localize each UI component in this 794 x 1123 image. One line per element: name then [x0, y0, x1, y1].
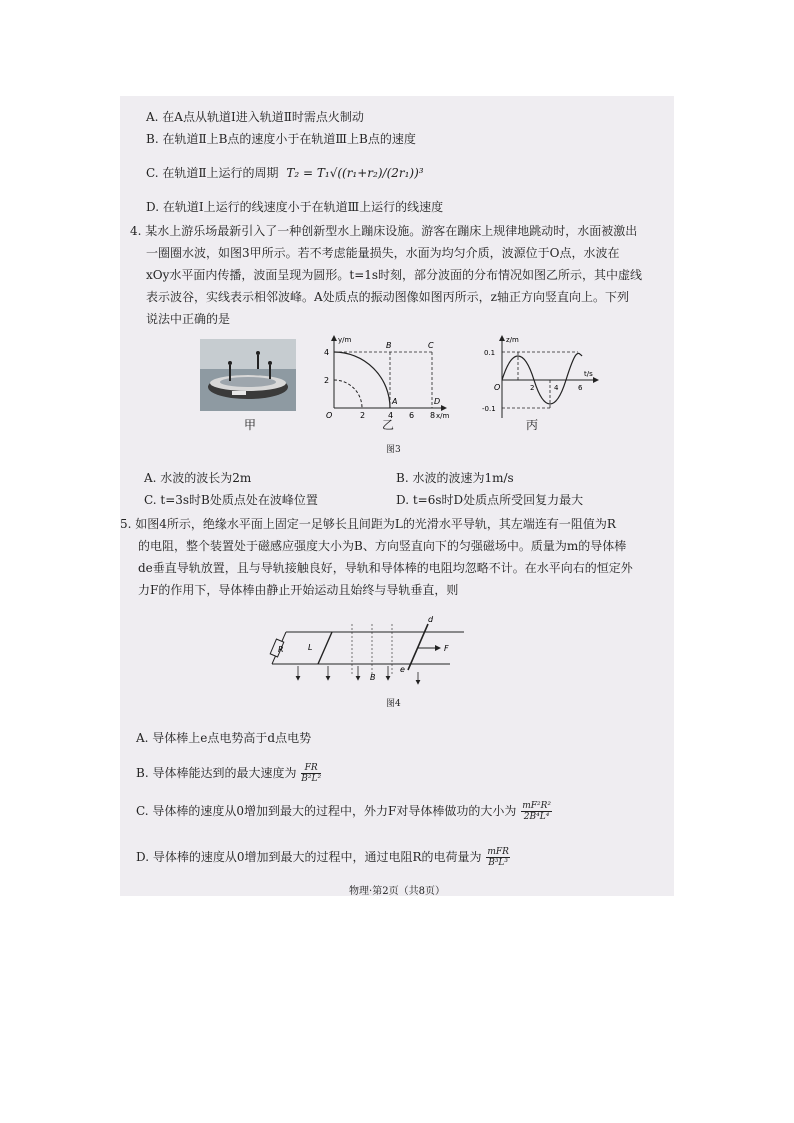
q5-stem-line-1: 5. 如图4所示，绝缘水平面上固定一足够长且间距为L的光滑水平导轨，其左端连有一阻值为R [120, 517, 616, 531]
figure-3-label-yi: 乙 [382, 418, 395, 432]
trampoline-photo-drawing [200, 339, 296, 411]
q3-option-c-formula: T₂ = T₁√((r₁+r₂)/(2r₁))³ [286, 166, 424, 180]
rail-circuit-diagram [268, 610, 468, 690]
graph-bing-x-axis-label: t/s [584, 370, 593, 378]
graph-yi-point-d: D [434, 397, 441, 406]
q4-stem-line-4: 表示波谷，实线表示相邻波峰。A处质点的振动图像如图丙所示，z轴正方向竖直向上。下列 [146, 290, 629, 304]
q3-option-c-text: C. 在轨道Ⅱ上运行的周期 [146, 166, 279, 180]
figure-3-label-jia: 甲 [244, 418, 257, 432]
diagram-label-d: d [428, 615, 434, 624]
q4-stem-line-3: xOy水平面内传播，波面呈现为圆形。t=1s时刻，部分波面的分布情况如图乙所示，其中虚线 [146, 268, 643, 282]
q4-option-c: C. t=3s时B处质点处在波峰位置 [144, 493, 318, 507]
wavefront-graph [318, 332, 450, 422]
q5-option-d-text: D. 导体棒的速度从0增加到最大的过程中，通过电阻R的电荷量为 [136, 850, 482, 864]
q5-option-c [136, 798, 553, 824]
graph-bing-y-axis-label: z/m [506, 336, 519, 344]
q5-option-d-fraction [486, 847, 510, 868]
q5-option-b-text: B. 导体棒能达到的最大速度为 [136, 766, 297, 780]
fraction-denominator: 2B⁴L⁴ [523, 812, 550, 822]
diagram-label-f: F [444, 644, 449, 653]
fraction-denominator: B³L³ [488, 858, 509, 868]
graph-yi-x-tick: 2 [360, 411, 366, 420]
figure-4-caption: 图4 [386, 699, 401, 709]
q4-stem-line-1: 4. 某水上游乐场最新引入了一种创新型水上蹦床设施。游客在蹦床上规律地跳动时，水面被激出 [130, 224, 638, 238]
q5-option-d [136, 844, 511, 870]
q4-stem-line-5: 说法中正确的是 [146, 312, 231, 326]
figure-3-label-bing: 丙 [526, 418, 539, 432]
q3-option-c [146, 165, 424, 181]
graph-yi-origin: O [326, 411, 333, 420]
fraction-numerator: FR [301, 763, 321, 774]
q4-option-b: B. 水波的波速为1m/s [396, 471, 514, 485]
graph-yi-y-tick: 4 [324, 348, 330, 357]
graph-bing-origin: O [494, 383, 501, 392]
diagram-label-l: L [308, 643, 313, 652]
q5-stem-line-3: de垂直导轨放置，且与导轨接触良好，导轨和导体棒的电阻均忽略不计。在水平向右的恒定外 [138, 561, 633, 575]
q5-option-b-fraction [301, 763, 321, 784]
q3-option-a: A. 在A点从轨道Ⅰ进入轨道Ⅱ时需点火制动 [146, 110, 364, 124]
graph-yi-x-tick: 4 [388, 411, 394, 420]
graph-yi-point-b: B [386, 341, 392, 350]
q5-option-c-text: C. 导体棒的速度从0增加到最大的过程中，外力F对导体棒做功的大小为 [136, 804, 517, 818]
graph-yi-y-tick-2: 2 [324, 376, 330, 385]
diagram-label-e: e [400, 665, 405, 674]
q4-option-a: A. 水波的波长为2m [144, 471, 252, 485]
exam-page [120, 96, 674, 896]
graph-bing-x-tick: 2 [530, 384, 535, 392]
graph-yi-x-tick: 8 [430, 411, 436, 420]
q3-option-d: D. 在轨道Ⅰ上运行的线速度小于在轨道Ⅲ上运行的线速度 [146, 200, 444, 214]
q4-option-d: D. t=6s时D处质点所受回复力最大 [396, 493, 584, 507]
q5-option-b [136, 760, 322, 786]
diagram-label-b: B [370, 673, 376, 682]
q4-stem-line-2: 一圈圈水波，如图3甲所示。若不考虑能量损失，水面为均匀介质，波源位于O点，水波在 [146, 246, 620, 260]
q5-option-a: A. 导体棒上e点电势高于d点电势 [136, 731, 312, 745]
q5-stem-line-2: 的电阻，整个装置处于磁感应强度大小为B、方向竖直向下的匀强磁场中。质量为m的导体棒 [138, 539, 627, 553]
figure-3-caption: 图3 [386, 445, 401, 455]
vibration-graph [482, 332, 602, 422]
graph-yi-x-tick: 6 [409, 411, 415, 420]
graph-yi-y-axis-label: y/m [338, 336, 352, 344]
graph-yi-point-a: A [392, 397, 398, 406]
page-footer: 物理·第2页（共8页） [349, 886, 445, 896]
graph-bing-x-tick: 6 [578, 384, 583, 392]
graph-bing-x-tick: 4 [554, 384, 559, 392]
graph-bing-y-tick: -0.1 [482, 405, 496, 413]
fraction-numerator: mF²R² [522, 801, 551, 811]
q5-stem-line-4: 力F的作用下，导体棒由静止开始运动且始终与导轨垂直，则 [138, 583, 459, 597]
trampoline-photo [200, 339, 296, 411]
q3-option-b: B. 在轨道Ⅱ上B点的速度小于在轨道Ⅲ上B点的速度 [146, 132, 416, 146]
q5-option-c-fraction [521, 801, 552, 822]
fraction-numerator: mFR [487, 847, 509, 857]
fraction-denominator: B²L² [301, 774, 322, 784]
graph-bing-y-tick: 0.1 [484, 349, 496, 357]
diagram-label-r: R [278, 645, 284, 654]
graph-yi-x-axis-label: x/m [436, 412, 450, 420]
graph-yi-point-c: C [428, 341, 434, 350]
